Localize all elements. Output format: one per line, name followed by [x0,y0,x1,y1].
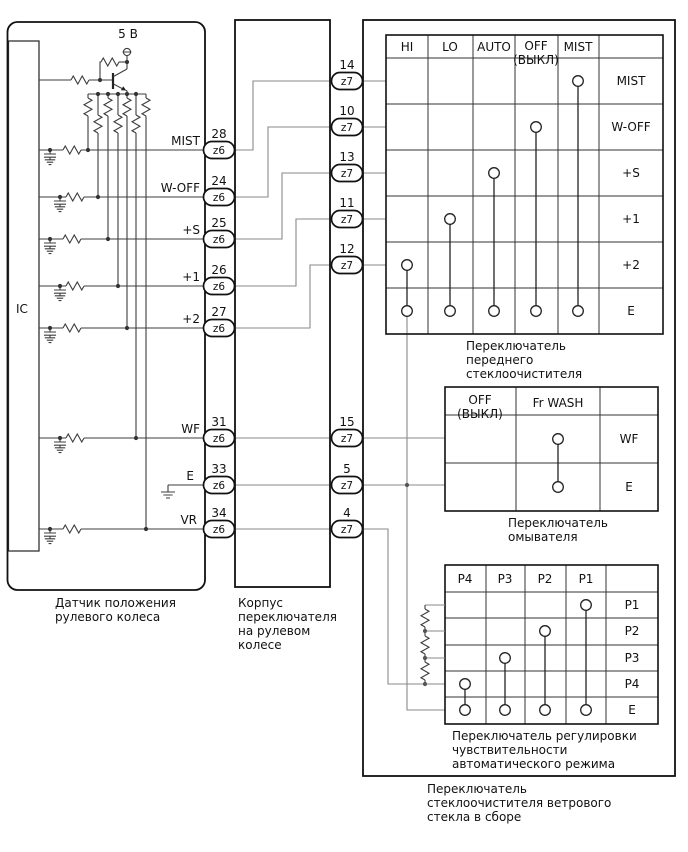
col-off-sub: (ВЫКЛ) [457,407,503,421]
row-woff: W-OFF [611,120,651,134]
sensor-pin-names [161,134,201,527]
sensor-outline [8,22,206,590]
col-off: OFF [524,39,548,53]
col-off: OFF [468,393,492,407]
sensor-output-lines [39,146,219,544]
junction-dot [58,284,62,288]
capacitor-ground-icon [44,150,56,165]
junction-dot [58,436,62,440]
front-wiper-caption-line3: стеклоочистителя [466,367,583,381]
row-p3: P3 [624,651,640,665]
col-p2: P2 [537,572,553,586]
capacitor-ground-icon [54,286,66,301]
contact-point [445,214,456,225]
row-s: +S [622,166,640,180]
contact-point [489,168,500,179]
pin-connector-code: z6 [212,433,226,445]
sensitivity-caption-line1: Переключатель регулировки [452,729,637,743]
contact-point [540,626,551,637]
col-p1: P1 [578,572,594,586]
wire-plus-2 [219,265,386,328]
junction-dot [125,92,129,96]
switch-body-caption-line3: на рулевом [238,624,311,638]
pin-number: 11 [339,196,355,210]
pin-name-plus-2: +2 [182,312,200,326]
junction-dot [144,527,148,531]
switch-body-box [235,20,337,652]
contact-point [531,122,542,133]
contact-point [531,306,542,317]
junction-dot [423,656,427,660]
pin-connector-code: z7 [340,76,354,88]
junction-dot [86,148,90,152]
switch-body-outline [235,20,330,587]
junction-dot [48,326,52,330]
row-1: +1 [622,212,640,226]
col-auto: AUTO [477,40,511,54]
assembly-caption-line1: Переключатель [427,782,527,796]
front-wiper-headers [401,39,593,67]
front-wiper-caption-line1: Переключатель [466,339,566,353]
row-p2: P2 [624,624,640,638]
col-p3: P3 [497,572,513,586]
contact-point [573,306,584,317]
contact-point [460,679,471,690]
row-p1: P1 [624,598,640,612]
junction-dots [48,60,427,686]
contact-point [402,260,413,271]
capacitor-ground-icon [44,328,56,343]
junction-dot [48,527,52,531]
switch-body-caption-line4: колесе [238,638,282,652]
pin-z7-4 [332,506,363,538]
contact-point [445,306,456,317]
pin-number: 27 [211,305,227,319]
row-e: E [628,703,636,717]
pin-z6-27 [204,305,235,337]
switch-body-caption-line2: переключателя [238,610,337,624]
pin-z6-33 [204,462,235,494]
contact-point [489,306,500,317]
wire-e-bus [407,311,445,710]
junction-dot [125,326,129,330]
contact-point [553,482,564,493]
capacitor-ground-icon [44,239,56,254]
capacitor-ground-icon [54,438,66,453]
wire-woff [219,127,386,197]
pin-name-plus-1: +1 [182,270,200,284]
contact-point [573,76,584,87]
front-wiper-table [386,35,663,381]
row-2: +2 [622,258,640,272]
junction-dot [405,483,409,487]
washer-caption-line2: омывателя [508,530,578,544]
transistor-icon [39,58,127,94]
sensor-caption-line1: Датчик положения [55,596,176,610]
col-p4: P4 [457,572,473,586]
pin-connector-code: z7 [340,122,354,134]
col-hi: HI [400,40,414,54]
pin-number: 24 [211,174,227,188]
pin-number: 28 [211,127,227,141]
supply-terminal-icon [123,48,132,69]
pin-z6-24 [204,174,235,206]
sensitivity-caption-line2: чувствительности [452,743,568,757]
pin-name-vr: VR [180,513,197,527]
pin-name-wf: WF [181,422,200,436]
pin-name-e: E [186,469,194,483]
pin-z7-5 [332,462,363,494]
contact-point [581,705,592,716]
junction-dot [98,78,102,82]
washer-caption-line1: Переключатель [508,516,608,530]
junction-dot [106,237,110,241]
pin-connector-code: z6 [212,323,226,335]
ground-icon [161,489,175,498]
row-wf: WF [619,432,639,446]
sensitivity-table [421,565,658,771]
pin-connector-code: z6 [212,524,226,536]
washer-headers [457,393,638,494]
junction-dot [96,92,100,96]
pin-z6-26 [204,263,235,295]
junction-dot [48,237,52,241]
sensitivity-resistor-ladder [421,605,445,684]
col-fr-wash: Fr WASH [532,396,584,410]
contact-point [500,653,511,664]
pin-z6-25 [204,216,235,248]
pin-z7-15 [332,415,363,447]
junction-dot [48,148,52,152]
pin-z6-34 [204,506,235,538]
junction-dot [106,92,110,96]
pin-connector-code: z7 [340,524,354,536]
switch-body-caption-line1: Корпус [238,596,284,610]
pin-connector-code: z6 [212,480,226,492]
col-lo: LO [442,40,458,54]
pin-connector-code: z6 [212,281,226,293]
pin-number: 14 [339,58,355,72]
junction-dot [116,284,120,288]
junction-dot [96,195,100,199]
z6-connector-pins [204,127,235,538]
capacitor-ground-icon [54,197,66,212]
ic-label: IC [16,302,28,316]
capacitor-ground-icon [44,529,56,544]
pullup-resistor-bank [84,94,150,529]
row-e: E [627,304,635,318]
pin-z7-11 [332,196,363,228]
contact-point [581,600,592,611]
junction-dot [116,92,120,96]
pin-name-woff: W-OFF [160,181,200,195]
washer-table [445,387,658,544]
pin-number: 12 [339,242,355,256]
contact-point [540,705,551,716]
pin-number: 10 [339,104,355,118]
assembly-caption-line2: стеклоочистителя ветрового [427,796,612,810]
assembly-caption-line3: стекла в сборе [427,810,522,824]
pin-connector-code: z6 [212,234,226,246]
pin-number: 31 [211,415,227,429]
junction-dot [58,195,62,199]
junction-dot [125,60,129,64]
junction-dot [134,436,138,440]
pin-connector-code: z6 [212,145,226,157]
sensor-caption [55,596,176,624]
pin-connector-code: z7 [340,168,354,180]
front-wiper-caption-line2: переднего [466,353,534,367]
ic-outline [9,41,40,551]
pin-z7-13 [332,150,363,182]
sensor-caption-line2: рулевого колеса [55,610,161,624]
z7-connector-pins [332,58,363,538]
pin-name-mist: MIST [171,134,200,148]
pin-number: 25 [211,216,227,230]
pin-number: 15 [339,415,355,429]
pin-z6-31 [204,415,235,447]
pin-connector-code: z6 [212,192,226,204]
junction-dot [423,629,427,633]
pin-number: 33 [211,462,227,476]
contact-point [553,434,564,445]
pin-number: 4 [343,506,351,520]
pin-connector-code: z7 [340,260,354,272]
pin-number: 26 [211,263,227,277]
pin-connector-code: z7 [340,214,354,226]
contact-point [460,705,471,716]
pin-z7-12 [332,242,363,274]
wire-plus-s [219,173,386,239]
pin-number: 13 [339,150,355,164]
row-e: E [625,480,633,494]
row-p4: P4 [624,677,640,691]
col-off-sub: (ВЫКЛ) [513,53,559,67]
pin-z6-28 [204,127,235,159]
contact-point [402,306,413,317]
supply-label: 5 В [118,27,138,41]
pin-z7-10 [332,104,363,136]
wire-plus-1 [219,219,386,286]
pin-connector-code: z7 [340,480,354,492]
pin-number: 34 [211,506,227,520]
contact-point [500,705,511,716]
steering-sensor-box [8,22,220,624]
pin-name-plus-s: +S [182,223,200,237]
sensitivity-caption-line3: автоматического режима [452,757,616,771]
col-mist: MIST [563,40,593,54]
pin-z7-14 [332,58,363,90]
junction-dot [423,682,427,686]
wire-mist [219,81,386,150]
pin-number: 5 [343,462,351,476]
junction-dot [134,92,138,96]
pin-connector-code: z7 [340,433,354,445]
row-mist: MIST [616,74,646,88]
